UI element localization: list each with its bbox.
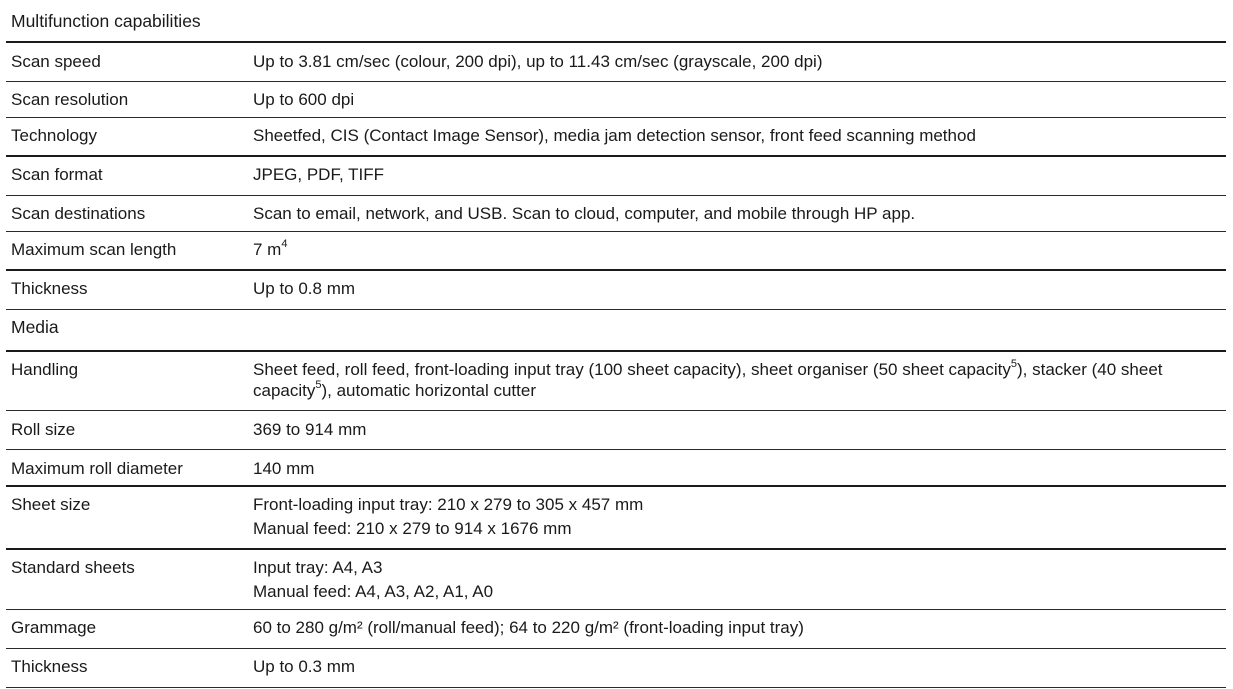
spec-row-technology: [6, 118, 1226, 157]
spec-value-line-2: Manual feed: 210 x 279 to 914 x 1676 mm: [253, 519, 572, 538]
spec-value: Scan to email, network, and USB. Scan to cloud, computer, and mobile through HP app.: [253, 204, 916, 223]
spec-label: Roll size: [11, 420, 76, 439]
spec-value: 60 to 280 g/m² (roll/manual feed); 64 to 220 g/m² (front-loading input tray): [253, 618, 804, 637]
section-title: Media: [11, 317, 59, 337]
spec-label: Thickness: [11, 657, 88, 676]
spec-row-grammage: [6, 610, 1226, 649]
spec-value-line-2: capacity$^5$), automatic horizontal cutter: [253, 379, 536, 400]
spec-label: Scan destinations: [11, 204, 146, 223]
spec-row-scan-speed: [6, 43, 1226, 82]
spec-value-line-1: Input tray: A4, A3: [253, 558, 383, 577]
spec-label: Scan format: [11, 165, 103, 184]
footnote-ref: 4: [281, 238, 288, 251]
spec-label: Scan speed: [11, 52, 101, 71]
spec-row-thickness-media: [6, 649, 1226, 688]
spec-value: Up to 3.81 cm/sec (colour, 200 dpi), up to 11.43 cm/sec (grayscale, 200 dpi): [253, 52, 823, 71]
spec-label: Grammage: [11, 618, 97, 637]
spec-label: Thickness: [11, 279, 88, 298]
spec-value-line-1: Front-loading input tray: 210 x 279 to 305 x 457 mm: [253, 495, 644, 514]
spec-row-handling: [6, 352, 1226, 411]
spec-row-standard-sheets: [6, 550, 1226, 610]
spec-label: Maximum roll diameter: [11, 459, 183, 478]
spec-value: 369 to 914 mm: [253, 420, 367, 439]
spec-row-max-scan-length: [6, 232, 1226, 271]
spec-label: Standard sheets: [11, 558, 135, 577]
footnote-ref: 5: [315, 379, 322, 392]
spec-value: Sheetfed, CIS (Contact Image Sensor), media jam detection sensor, front feed scanning method: [253, 126, 976, 145]
spec-row-scan-destinations: [6, 196, 1226, 232]
spec-row-roll-size: [6, 411, 1226, 450]
spec-value: 7 $m^4$: [253, 238, 288, 259]
spec-value: Up to 0.3 mm: [253, 657, 356, 676]
section-header-multifunction: [6, 0, 1226, 43]
spec-row-scan-format: [6, 157, 1226, 196]
spec-value: Up to 0.8 mm: [253, 279, 356, 298]
spec-value: JPEG, PDF, TIFF: [253, 165, 384, 184]
footnote-ref: 5: [1010, 358, 1018, 371]
spec-row-thickness: [6, 271, 1226, 310]
spec-row-scan-resolution: [6, 82, 1226, 118]
spec-label: Maximum scan length: [11, 240, 177, 259]
spec-label: Handling: [11, 360, 79, 379]
section-header-media: [6, 310, 1226, 352]
spec-value-line-1: Sheet feed, roll feed, front-loading input tray (100 sheet capacity), sheet organiser (50 sheet capacity$^5$), stacker (40 sheet: [253, 358, 1163, 379]
section-title: Multifunction capabilities: [11, 11, 201, 31]
spec-label: Scan resolution: [11, 90, 129, 109]
spec-value: 140 mm: [253, 459, 315, 478]
spec-label: Sheet size: [11, 495, 91, 514]
spec-value: Up to 600 dpi: [253, 90, 355, 109]
spec-label: Technology: [11, 126, 98, 145]
spec-value-line-2: Manual feed: A4, A3, A2, A1, A0: [253, 582, 494, 601]
spec-row-sheet-size: [6, 487, 1226, 550]
spec-row-max-roll-diameter: [6, 450, 1226, 487]
